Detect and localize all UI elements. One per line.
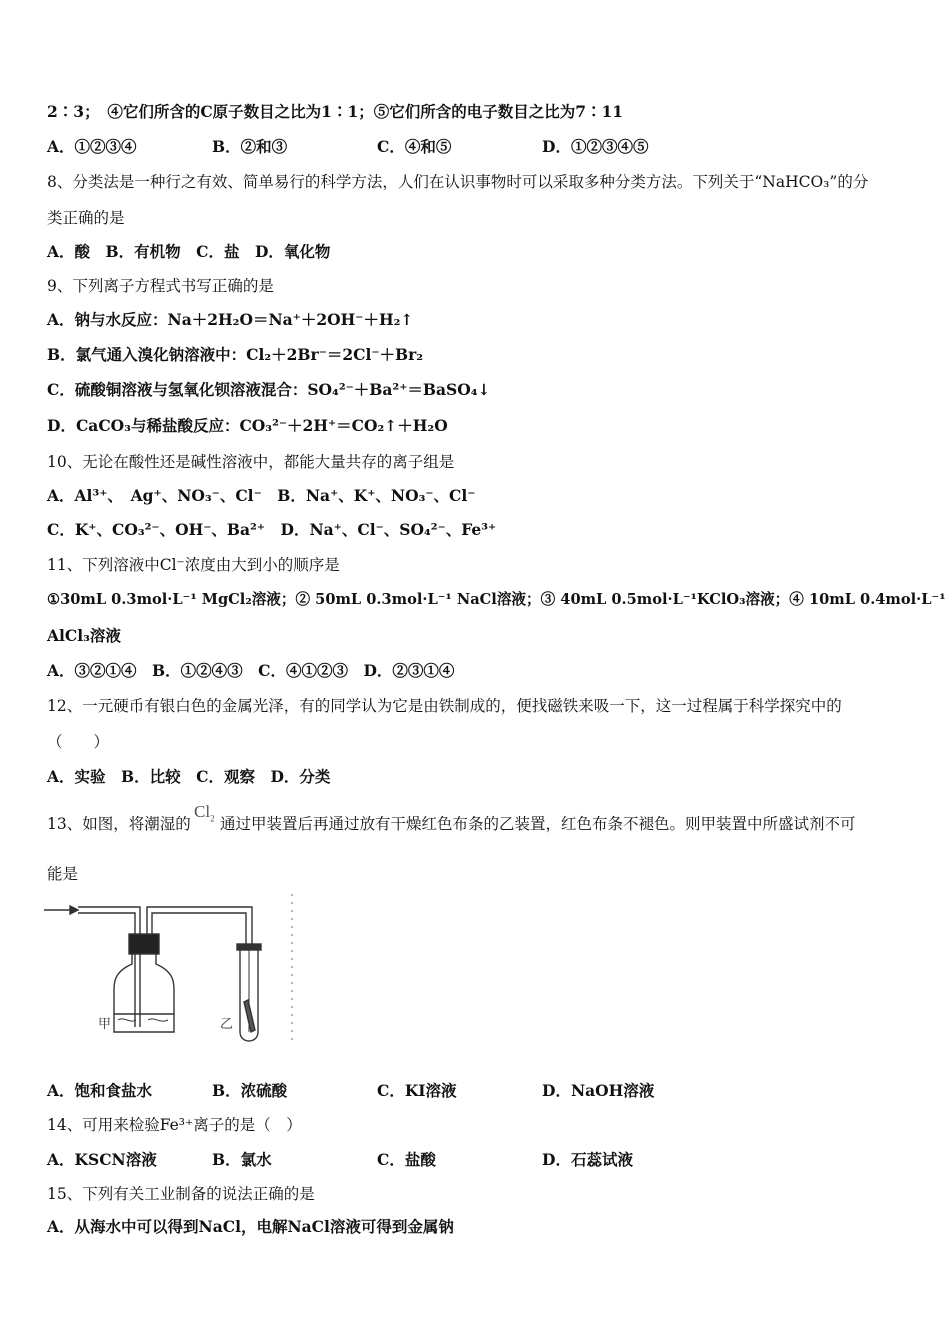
- option-d[interactable]: D．NaOH溶液: [542, 1081, 655, 1100]
- inlet-tube-outer: [78, 907, 140, 1027]
- q9-option-a[interactable]: A．钠与水反应：Na＋2H₂O＝Na⁺＋2OH⁻＋H₂↑: [47, 310, 414, 329]
- gas-washing-apparatus-figure: [44, 892, 299, 1052]
- q8-stem: 8、分类法是一种行之有效、简单易行的科学方法，人们在认识事物时可以采取多种分类方法。下列关于“NaHCO₃”的分: [47, 173, 869, 191]
- inlet-arrowhead: [70, 906, 78, 914]
- option-a[interactable]: A．KSCN溶液: [47, 1150, 157, 1169]
- q9-option-c[interactable]: C．硫酸铜溶液与氢氧化钡溶液混合：SO₄²⁻＋Ba²⁺＝BaSO₄↓: [47, 380, 491, 399]
- option-c[interactable]: C．盐酸: [377, 1150, 436, 1169]
- liquid-bubbles: [118, 1019, 168, 1021]
- q15-stem: 15、下列有关工业制备的说法正确的是: [47, 1185, 315, 1203]
- q9-stem: 9、下列离子方程式书写正确的是: [47, 277, 274, 295]
- q12-blank: （ ）: [47, 733, 110, 751]
- q10-stem: 10、无论在酸性还是碱性溶液中，都能大量共存的离子组是: [47, 453, 455, 471]
- cl2-formula: [194, 802, 215, 822]
- q9-option-d[interactable]: D．CaCO₃与稀盐酸反应：CO₃²⁻＋2H⁺＝CO₂↑＋H₂O: [47, 416, 448, 435]
- option-a[interactable]: A．饱和食盐水: [47, 1081, 153, 1100]
- option-c[interactable]: C．KI溶液: [377, 1081, 457, 1100]
- option-c[interactable]: C．④和⑤: [377, 137, 452, 156]
- option-d[interactable]: D．①②③④⑤: [542, 137, 649, 156]
- option-b[interactable]: B．浓硫酸: [212, 1081, 288, 1100]
- q12-stem: 12、一元硬币有银白色的金属光泽，有的同学认为它是由铁制成的，便找磁铁来吸一下，这一过程属于科学探究中的: [47, 697, 842, 715]
- q9-option-b[interactable]: B．氯气通入溴化钠溶液中：Cl₂＋2Br⁻＝2Cl⁻＋Br₂: [47, 345, 424, 364]
- q11-solutions-cont: AlCl₃溶液: [47, 626, 121, 645]
- q15-option-a[interactable]: A．从海水中可以得到NaCl，电解NaCl溶液可得到金属钠: [47, 1217, 454, 1236]
- cl2-subscript: 2: [210, 813, 215, 824]
- label-yi: 乙: [220, 1017, 234, 1032]
- q11-solutions: ①30mL 0.3mol·L⁻¹ MgCl₂溶液；② 50mL 0.3mol·L⁻¹ NaCl溶液；③ 40mL 0.5mol·L⁻¹KClO₃溶液；④ 10mL 0.4mol·L⁻¹: [47, 591, 946, 608]
- label-jia: 甲: [98, 1017, 112, 1032]
- outlet-tube-inner: [152, 913, 246, 952]
- q8-options: A．酸 B．有机物 C．盐 D．氧化物: [47, 242, 331, 261]
- outlet-tube-outer: [147, 907, 252, 952]
- red-cloth-strip: [244, 1000, 255, 1032]
- q10-options-ab[interactable]: A．Al³⁺、 Ag⁺、NO₃⁻、Cl⁻ B．Na⁺、K⁺、NO₃⁻、Cl⁻: [47, 486, 476, 505]
- q12-options: A．实验 B．比较 C．观察 D．分类: [47, 767, 331, 786]
- q8-stem-cont: 类正确的是: [47, 209, 125, 227]
- option-b[interactable]: B．氯水: [212, 1150, 272, 1169]
- bottle-stopper: [129, 934, 159, 954]
- q14-stem: 14、可用来检验Fe³⁺离子的是（ ）: [47, 1116, 302, 1134]
- cl2-symbol: Cl: [194, 802, 211, 821]
- test-tube-stopper: [237, 944, 261, 950]
- q6-continuation: 2∶3； ④它们所含的C原子数目之比为1∶1；⑤它们所含的电子数目之比为7∶11: [47, 102, 624, 121]
- option-b[interactable]: B．②和③: [212, 137, 288, 156]
- q10-options-cd[interactable]: C．K⁺、CO₃²⁻、OH⁻、Ba²⁺ D．Na⁺、Cl⁻、SO₄²⁻、Fe³⁺: [47, 520, 497, 539]
- option-a[interactable]: A．①②③④: [47, 137, 137, 156]
- wash-bottle: [114, 954, 174, 1032]
- q11-stem: 11、下列溶液中Cl⁻浓度由大到小的顺序是: [47, 556, 340, 574]
- option-d[interactable]: D．石蕊试液: [542, 1150, 633, 1169]
- q13-stem-post: 通过甲装置后再通过放有干燥红色布条的乙装置，红色布条不褪色。则甲装置中所盛试剂不可: [220, 815, 856, 833]
- q13-stem-pre: 13、如图，将潮湿的: [47, 815, 191, 833]
- q11-options: A．③②①④ B．①②④③ C．④①②③ D．②③①④: [47, 661, 455, 680]
- inlet-tube-inner: [78, 913, 135, 1027]
- q13-stem-cont: 能是: [47, 865, 79, 883]
